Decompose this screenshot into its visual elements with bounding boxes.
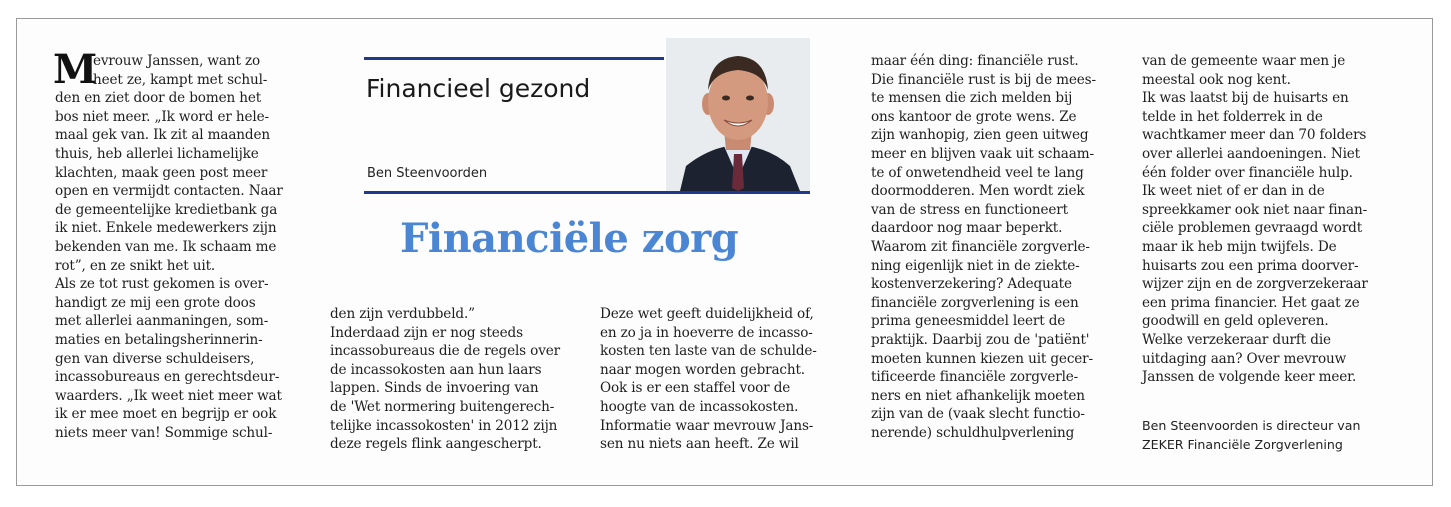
text-line: Waarom zit financiële zorgverle- [871, 238, 1090, 255]
author-byline: Ben Steenvoorden [367, 166, 488, 181]
author-portrait-image [666, 38, 810, 191]
text-line: Inderdaad zijn er nog steeds [330, 324, 523, 341]
text-line: praktijk. Daarbij zou de 'patiënt' [871, 331, 1090, 348]
text-line: nerende) schuldhulpverlening [871, 424, 1075, 441]
text-line: Die financiële rust is bij de mees- [871, 71, 1096, 88]
text-line: de incassokosten aan hun laars [330, 361, 542, 378]
text-line: spreekkamer ook niet naar finan- [1142, 201, 1368, 218]
text-line: thuis, heb allerlei lichamelijke [55, 145, 259, 162]
text-line: Welke verzekeraar durft die [1142, 331, 1331, 348]
text-line: van de stress en functioneert [871, 201, 1068, 218]
article-column-1 [53, 46, 283, 442]
text-line: den zijn verdubbeld.” [330, 306, 475, 322]
text-line: ning eigenlijk niet in de ziekte- [871, 257, 1080, 274]
author-photo [666, 38, 810, 191]
article-column-4 [871, 52, 1096, 442]
text-line: maar één ding: financiële rust. [871, 53, 1079, 69]
article-column-2 [330, 305, 560, 454]
text-line: moeten kunnen kiezen uit gecer- [871, 350, 1093, 367]
text-line: uitdaging aan? Over mevrouw [1142, 350, 1347, 367]
text-line: wijzer zijn en de zorgverzekeraar [1142, 276, 1368, 293]
text-line: maties en betalingsherinnerin- [55, 331, 263, 348]
text-line: doormodderen. Men wordt ziek [871, 183, 1085, 200]
article-column-5 [1142, 52, 1368, 387]
text-line: te mensen die zich melden bij [871, 90, 1073, 107]
text-line: waarders. „Ik weet niet meer wat [55, 387, 282, 404]
text-line: Ook is er een staffel voor de [600, 380, 791, 397]
text-line: maar ik heb mijn twijfels. De [1142, 238, 1337, 255]
article-headline: Financiële zorg [400, 215, 739, 262]
text-line: ciële problemen gevraagd wordt [1142, 220, 1363, 237]
text-line: over allerlei aandoeningen. Niet [1142, 145, 1360, 162]
text-line: zijn wanhopig, zien geen uitweg [871, 127, 1089, 144]
text-line: naar mogen worden gebracht. [600, 361, 805, 378]
text-line: wachtkamer meer dan 70 folders [1142, 127, 1367, 144]
text-line: heet ze, kampt met schul- [93, 71, 268, 88]
bio-line: Ben Steenvoorden is directeur van [1142, 418, 1361, 433]
text-line: ik niet. Enkele medewerkers zijn [55, 220, 277, 237]
text-line: kostenverzekering? Adequate [871, 276, 1072, 293]
header-rule-bottom [364, 191, 810, 194]
text-line: één folder over financiële hulp. [1142, 164, 1353, 181]
text-line: handigt ze mij een grote doos [55, 294, 256, 311]
text-line: Ik was laatst bij de huisarts en [1142, 90, 1349, 107]
text-line: huisarts zou een prima doorver- [1142, 257, 1359, 274]
text-line: open en vermijdt contacten. Naar [55, 183, 283, 200]
text-line: goodwill en geld opleveren. [1142, 313, 1329, 330]
text-line: meer en blijven vaak uit schaam- [871, 145, 1094, 162]
text-line: sen nu niets aan heeft. Ze wil [600, 436, 799, 453]
text-line: den en ziet door de bomen het [55, 90, 262, 107]
text-line: Deze wet geeft duidelijkheid of, [600, 306, 814, 322]
text-line: deze regels flink aangescherpt. [330, 436, 542, 453]
text-line: een prima financier. Het gaat ze [1142, 294, 1360, 311]
text-line: maal gek van. Ik zit al maanden [55, 127, 270, 144]
text-line: tificeerde financiële zorgverle- [871, 369, 1079, 386]
text-line: meestal ook nog kent. [1142, 71, 1291, 88]
text-line: van de gemeente waar men je [1142, 53, 1346, 69]
text-line: rot”, en ze snikt het uit. [55, 257, 216, 274]
text-line: ik er mee moet en begrijp er ook [55, 406, 277, 423]
text-line: klachten, maak geen post meer [55, 164, 268, 181]
text-line: Als ze tot rust gekomen is over- [55, 276, 269, 293]
author-bio [1142, 416, 1360, 454]
text-line: incassobureaus die de regels over [330, 343, 560, 360]
text-line: financiële zorgverlening is een [871, 294, 1079, 311]
text-line: daardoor nog maar beperkt. [871, 220, 1063, 237]
text-line: ners en niet afhankelijk moeten [871, 387, 1085, 404]
article-column-3 [600, 305, 817, 454]
text-line: telde in het folderrek in de [1142, 108, 1323, 125]
text-line: bos niet meer. „Ik word er hele- [55, 108, 269, 125]
text-line: zijn van de (vaak slecht functio- [871, 406, 1085, 423]
text-line: bekenden van me. Ik schaam me [55, 238, 277, 255]
text-line: de gemeentelijke kredietbank ga [55, 201, 278, 218]
text-line: niets meer van! Sommige schul- [55, 424, 273, 441]
text-line: kosten ten laste van de schulde- [600, 343, 817, 360]
text-line: hoogte van de incassokosten. [600, 398, 799, 415]
text-line: gen van diverse schuldeisers, [55, 350, 255, 367]
section-title: Financieel gezond [366, 74, 591, 103]
text-line: Informatie waar mevrouw Jans- [600, 417, 814, 434]
text-line: Janssen de volgende keer meer. [1142, 369, 1357, 386]
text-line: prima geneesmiddel leert de [871, 313, 1066, 330]
text-line: ons kantoor de grote wens. Ze [871, 108, 1077, 125]
bio-line: ZEKER Financiële Zorgverlening [1142, 437, 1343, 452]
header-rule-top [364, 57, 664, 60]
dropcap-letter: M [53, 46, 98, 93]
text-line: te of onwetendheid veel te lang [871, 164, 1084, 181]
text-line: Ik weet niet of er dan in de [1142, 183, 1325, 200]
text-line: lappen. Sinds de invoering van [330, 380, 539, 397]
text-line: incassobureaus en gerechtsdeur- [55, 369, 280, 386]
text-line: en zo ja in hoeverre de incasso- [600, 324, 813, 341]
text-line: met allerlei aanmaningen, som- [55, 313, 269, 330]
text-line: evrouw Janssen, want zo [93, 53, 260, 69]
text-line: de 'Wet normering buitengerech- [330, 398, 555, 415]
text-line: telijke incassokosten' in 2012 zijn [330, 417, 558, 434]
